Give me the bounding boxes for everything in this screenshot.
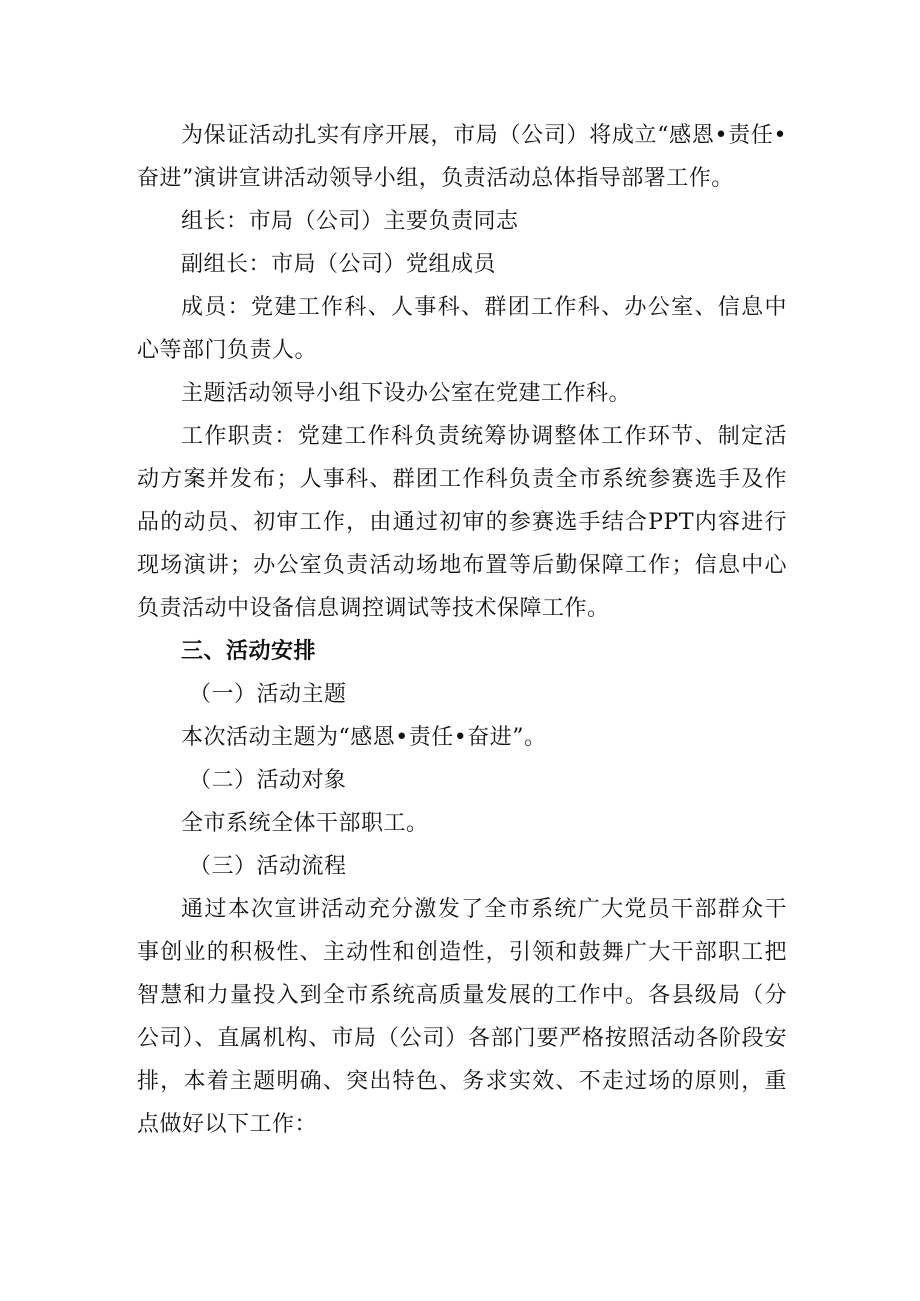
subsection-heading-process: （三）活动流程 <box>189 854 347 879</box>
document-body <box>137 114 787 1146</box>
paragraph-duties: 工作职责：党建工作科负责统筹协调整体工作环节、制定活动方案并发布；人事科、群团工作科负责全市系统参赛选手及作品的动员、初审工作，由通过初审的参赛选手结合PPT内容进行现场演讲；办公室负责活动场地布置等后勤保障工作；信息中心负责活动中设备信息调控调试等技术保障工作。 <box>137 424 787 621</box>
paragraph-leadership-group-intro: 为保证活动扎实有序开展，市局（公司）将成立“感恩•责任•奋进”演讲宣讲活动领导小组，负责活动总体指导部署工作。 <box>137 123 787 191</box>
subsection-heading-theme: （一）活动主题 <box>189 682 347 707</box>
paragraph-members: 成员：党建工作科、人事科、群团工作科、办公室、信息中心等部门负责人。 <box>137 295 787 363</box>
paragraph-office-location: 主题活动领导小组下设办公室在党建工作科。 <box>181 381 632 406</box>
paragraph-deputy-group-leader: 副组长：市局（公司）党组成员 <box>181 252 497 277</box>
section-heading-activity-arrangement: 三、活动安排 <box>181 639 317 664</box>
subsection-body-process: 通过本次宣讲活动充分激发了全市系统广大党员干部群众干事创业的积极性、主动性和创造性，引领和鼓舞广大干部职工把智慧和力量投入到全市系统高质量发展的工作中。各县级局（分公司）、直属机构、市局（公司）各部门要严格按照活动各阶段安排，本着主题明确、突出特色、务求实效、不走过场的原则，重点做好以下工作： <box>137 897 787 1137</box>
subsection-heading-target: （二）活动对象 <box>189 768 347 793</box>
subsection-body-theme: 本次活动主题为“感恩•责任•奋进”。 <box>181 725 547 750</box>
subsection-body-target: 全市系统全体干部职工。 <box>181 811 429 836</box>
paragraph-group-leader: 组长：市局（公司）主要负责同志 <box>181 209 519 234</box>
